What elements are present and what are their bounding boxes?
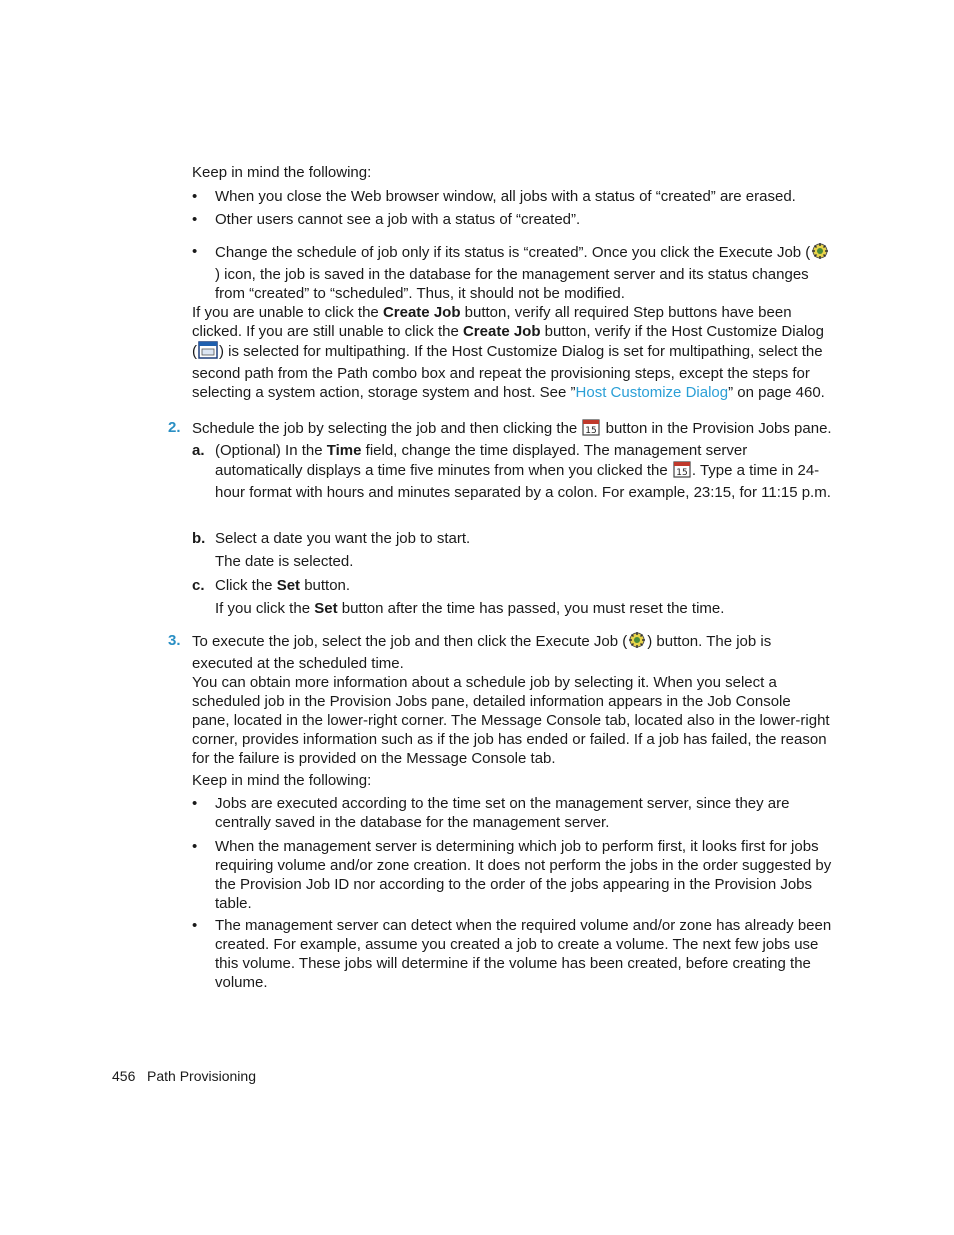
execute-job-icon <box>811 242 829 265</box>
step-2a-letter: a. <box>192 442 205 459</box>
bullet-mark: • <box>192 211 198 228</box>
intro-keep-in-mind: Keep in mind the following: <box>192 164 372 181</box>
step-2c-letter: c. <box>192 577 205 594</box>
step-3-text: To execute the job, select the job and then click the Execute Job ( ) button. The job is executed at the scheduled time. <box>192 633 772 672</box>
create-job-paragraph: If you are unable to click the Create Job button, verify all required Step buttons have been clicked. If you are still unable to click the Create Job button, verify if the Host Customize Dialog ( ) is selected for multipathing. If the Host Customize Dialog is set for multipathing, select the second path from the Path combo box and repeat the provisioning steps, except the steps for selecting a system action, storage system and host. See ”Host Customize Dialog” on page 460. <box>192 304 825 401</box>
bullet-mark: • <box>192 188 198 205</box>
section-title: Path Provisioning <box>147 1068 256 1084</box>
page-footer <box>112 1067 256 1085</box>
bullet-change-schedule: Change the schedule of job only if its status is “created”. Once you click the Execute Job () icon, the job is saved in the database for the management server and its status changes from “created” to “scheduled”. Thus, it should not be modified. <box>215 242 832 303</box>
step-2c-result: If you click the Set button after the time has passed, you must reset the time. <box>215 600 725 617</box>
bullet-mark: • <box>192 917 198 934</box>
step-2b-text: Select a date you want the job to start. <box>215 530 471 547</box>
bullet-mark: • <box>192 838 198 855</box>
host-customize-dialog-link[interactable]: Host Customize Dialog <box>575 384 729 401</box>
step-2b-result: The date is selected. <box>215 553 354 570</box>
calendar-icon <box>673 460 691 483</box>
svg-text:15: 15 <box>676 468 688 478</box>
step-2b-letter: b. <box>192 530 206 547</box>
svg-text:15: 15 <box>585 426 598 436</box>
schedule-info-paragraph: You can obtain more information about a schedule job by selecting it. When you select a scheduled job in the Provision Jobs pane, detailed information appears in the Job Console pane, located in the lower-right corner. The Message Console tab, located also in the lower-right corner, provides information such as if the job has ended or failed. If a job has failed, the reason for the failure is provided on the Message Console tab. <box>192 674 830 767</box>
host-customize-dialog-icon <box>198 341 218 364</box>
calendar-icon <box>582 418 600 441</box>
step-2-text: Schedule the job by selecting the job and then clicking the 15 button in the Provision Jobs pane. <box>192 418 832 441</box>
bullet-jobs-executed: Jobs are executed according to the time set on the management server, since they are centrally saved in the database for the management server. <box>215 795 790 831</box>
outro-keep-in-mind: Keep in mind the following: <box>192 772 372 789</box>
bullet-other-users: Other users cannot see a job with a status of “created”. <box>215 211 581 228</box>
step-3-number: 3. <box>168 632 181 649</box>
step-2-number: 2. <box>168 419 181 436</box>
bullet-job-order: When the management server is determining which job to perform first, it looks first for jobs requiring volume and/or zone creation. It does not perform the jobs in the order suggested by the Provision Job ID nor according to the order of the jobs appearing in the Provision Jobs table. <box>215 838 832 912</box>
step-2a-text: (Optional) In the Time field, change the time displayed. The management server automatically displays a time five minutes from when you clicked the 15 . Type a time in 24-hour format with hours and minutes separated by a colon. For example, 23:15, for 11:15 p.m. <box>215 442 831 501</box>
execute-job-icon <box>628 631 646 654</box>
bullet-close-browser: When you close the Web browser window, all jobs with a status of “created” are erased. <box>215 188 796 205</box>
bullet-detect-volume: The management server can detect when the required volume and/or zone has already been created. For example, assume you created a job to create a volume. The next few jobs use this volume. These jobs will determine if the volume has been created, before creating the volume. <box>215 917 832 991</box>
page-number: 456 <box>112 1068 136 1084</box>
bullet-mark: • <box>192 243 198 260</box>
bullet-mark: • <box>192 795 198 812</box>
step-2c-text: Click the Set button. <box>215 577 351 594</box>
